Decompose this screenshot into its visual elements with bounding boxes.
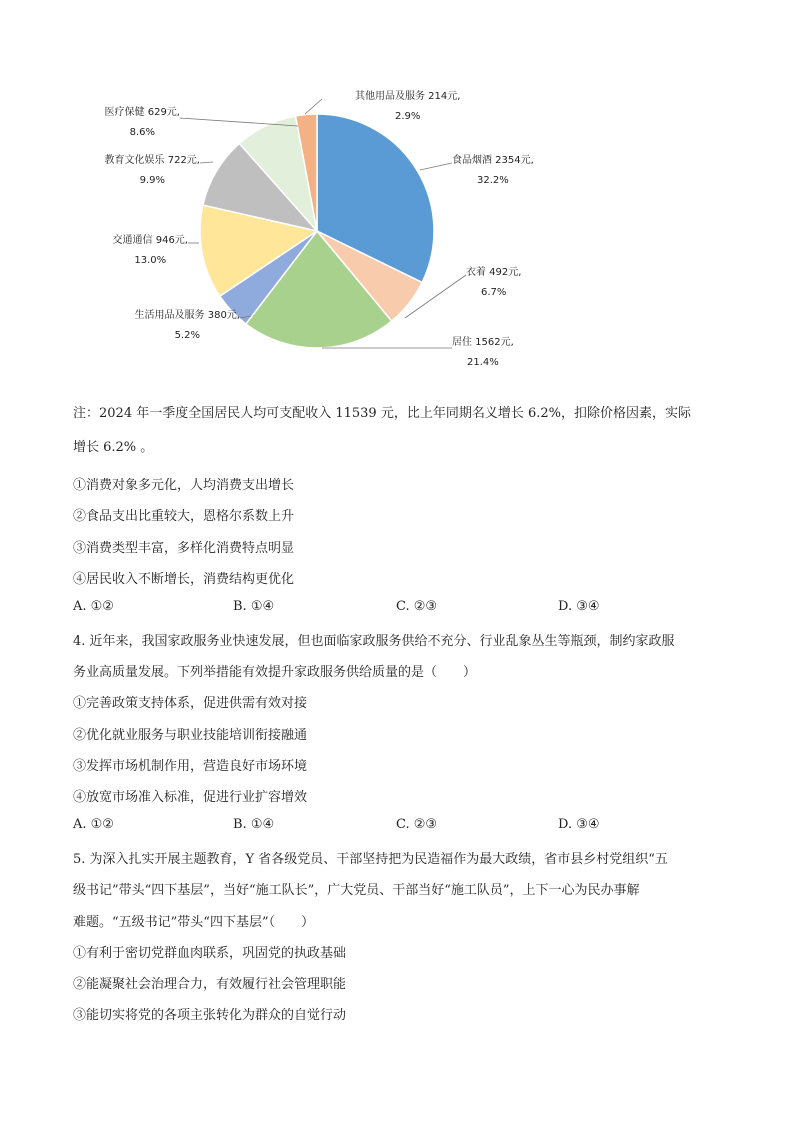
- q4-option-a: A. ①②: [73, 817, 114, 832]
- slice-label: 交通通信 946元,: [112, 235, 188, 246]
- q4-option-b: B. ①④: [233, 817, 275, 832]
- q5-item-3: ③能切实将党的各项主张转化为群众的自觉行动: [73, 1008, 347, 1023]
- q4-item-2: ②优化就业服务与职业技能培训衔接融通: [73, 728, 308, 743]
- q3-option-d: D. ③④: [558, 599, 600, 614]
- q4-option-d: D. ③④: [558, 817, 600, 832]
- q3-option-b: B. ①④: [233, 599, 275, 614]
- q5-item-1: ①有利于密切党群血肉联系，巩固党的执政基础: [73, 946, 347, 961]
- pie-chart: [60, 70, 620, 390]
- q5-stem-line-2: 级书记”带头“四下基层”，当好“施工队长”，广大党员、干部当好“施工队员”，上下一心为民办事解: [73, 883, 640, 898]
- q3-item-3: ③消费类型丰富，多样化消费特点明显: [73, 541, 295, 556]
- q4-item-1: ①完善政策支持体系，促进供需有效对接: [73, 696, 308, 711]
- slice-percent: 13.0%: [134, 255, 167, 266]
- q5-stem-line-1: 5. 为深入扎实开展主题教育，Y 省各级党员、干部坚持把为民造福作为最大政绩，省市县乡村党组织“五: [73, 852, 668, 867]
- slice-label: 医疗保健 629元,: [104, 107, 180, 118]
- slice-percent: 9.9%: [139, 175, 165, 186]
- q3-option-c: C. ②③: [396, 599, 438, 614]
- slice-label: 衣着 492元,: [466, 267, 522, 278]
- slice-label: 居住 1562元,: [452, 337, 514, 348]
- q4-option-c: C. ②③: [396, 817, 438, 832]
- q3-item-1: ①消费对象多元化，人均消费支出增长: [73, 478, 295, 493]
- slice-label: 其他用品及服务 214元,: [355, 91, 461, 102]
- slice-percent: 5.2%: [174, 330, 200, 341]
- slice-label: 教育文化娱乐 722元,: [104, 155, 200, 166]
- slice-percent: 32.2%: [477, 175, 509, 186]
- q4-item-3: ③发挥市场机制作用，营造良好市场环境: [73, 759, 308, 774]
- slice-percent: 2.9%: [395, 111, 421, 122]
- q4-stem-line-2: 务业高质量发展。下列举措能有效提升家政服务供给质量的是（ ）: [73, 665, 477, 680]
- note-line-1: 注：2024 年一季度全国居民人均可支配收入 11539 元，比上年同期名义增长 6.2%，扣除价格因素，实际: [73, 406, 691, 421]
- leader-line: [420, 163, 452, 170]
- q4-stem-line-1: 4. 近年来，我国家政服务业快速发展，但也面临家政服务供给不充分、行业乱象丛生等瓶颈，制约家政服: [73, 634, 675, 649]
- q5-item-2: ②能凝聚社会治理合力，有效履行社会管理职能: [73, 977, 347, 992]
- slice-label: 食品烟酒 2354元,: [452, 155, 534, 166]
- slice-percent: 6.7%: [481, 287, 507, 298]
- slice-label: 生活用品及服务 380元,: [134, 310, 240, 321]
- q5-stem-line-3: 难题。“五级书记”带头“四下基层”（ ）: [73, 915, 315, 930]
- q4-item-4: ④放宽市场准入标准，促进行业扩容增效: [73, 790, 308, 805]
- leader-line: [200, 162, 213, 163]
- q3-item-4: ④居民收入不断增长，消费结构更优化: [73, 572, 295, 587]
- slice-percent: 21.4%: [467, 357, 499, 368]
- note-line-2: 增长 6.2% 。: [73, 440, 154, 455]
- slice-percent: 8.6%: [129, 127, 155, 138]
- leader-line: [305, 99, 322, 114]
- q3-option-a: A. ①②: [73, 599, 114, 614]
- q3-item-2: ②食品支出比重较大，恩格尔系数上升: [73, 509, 295, 524]
